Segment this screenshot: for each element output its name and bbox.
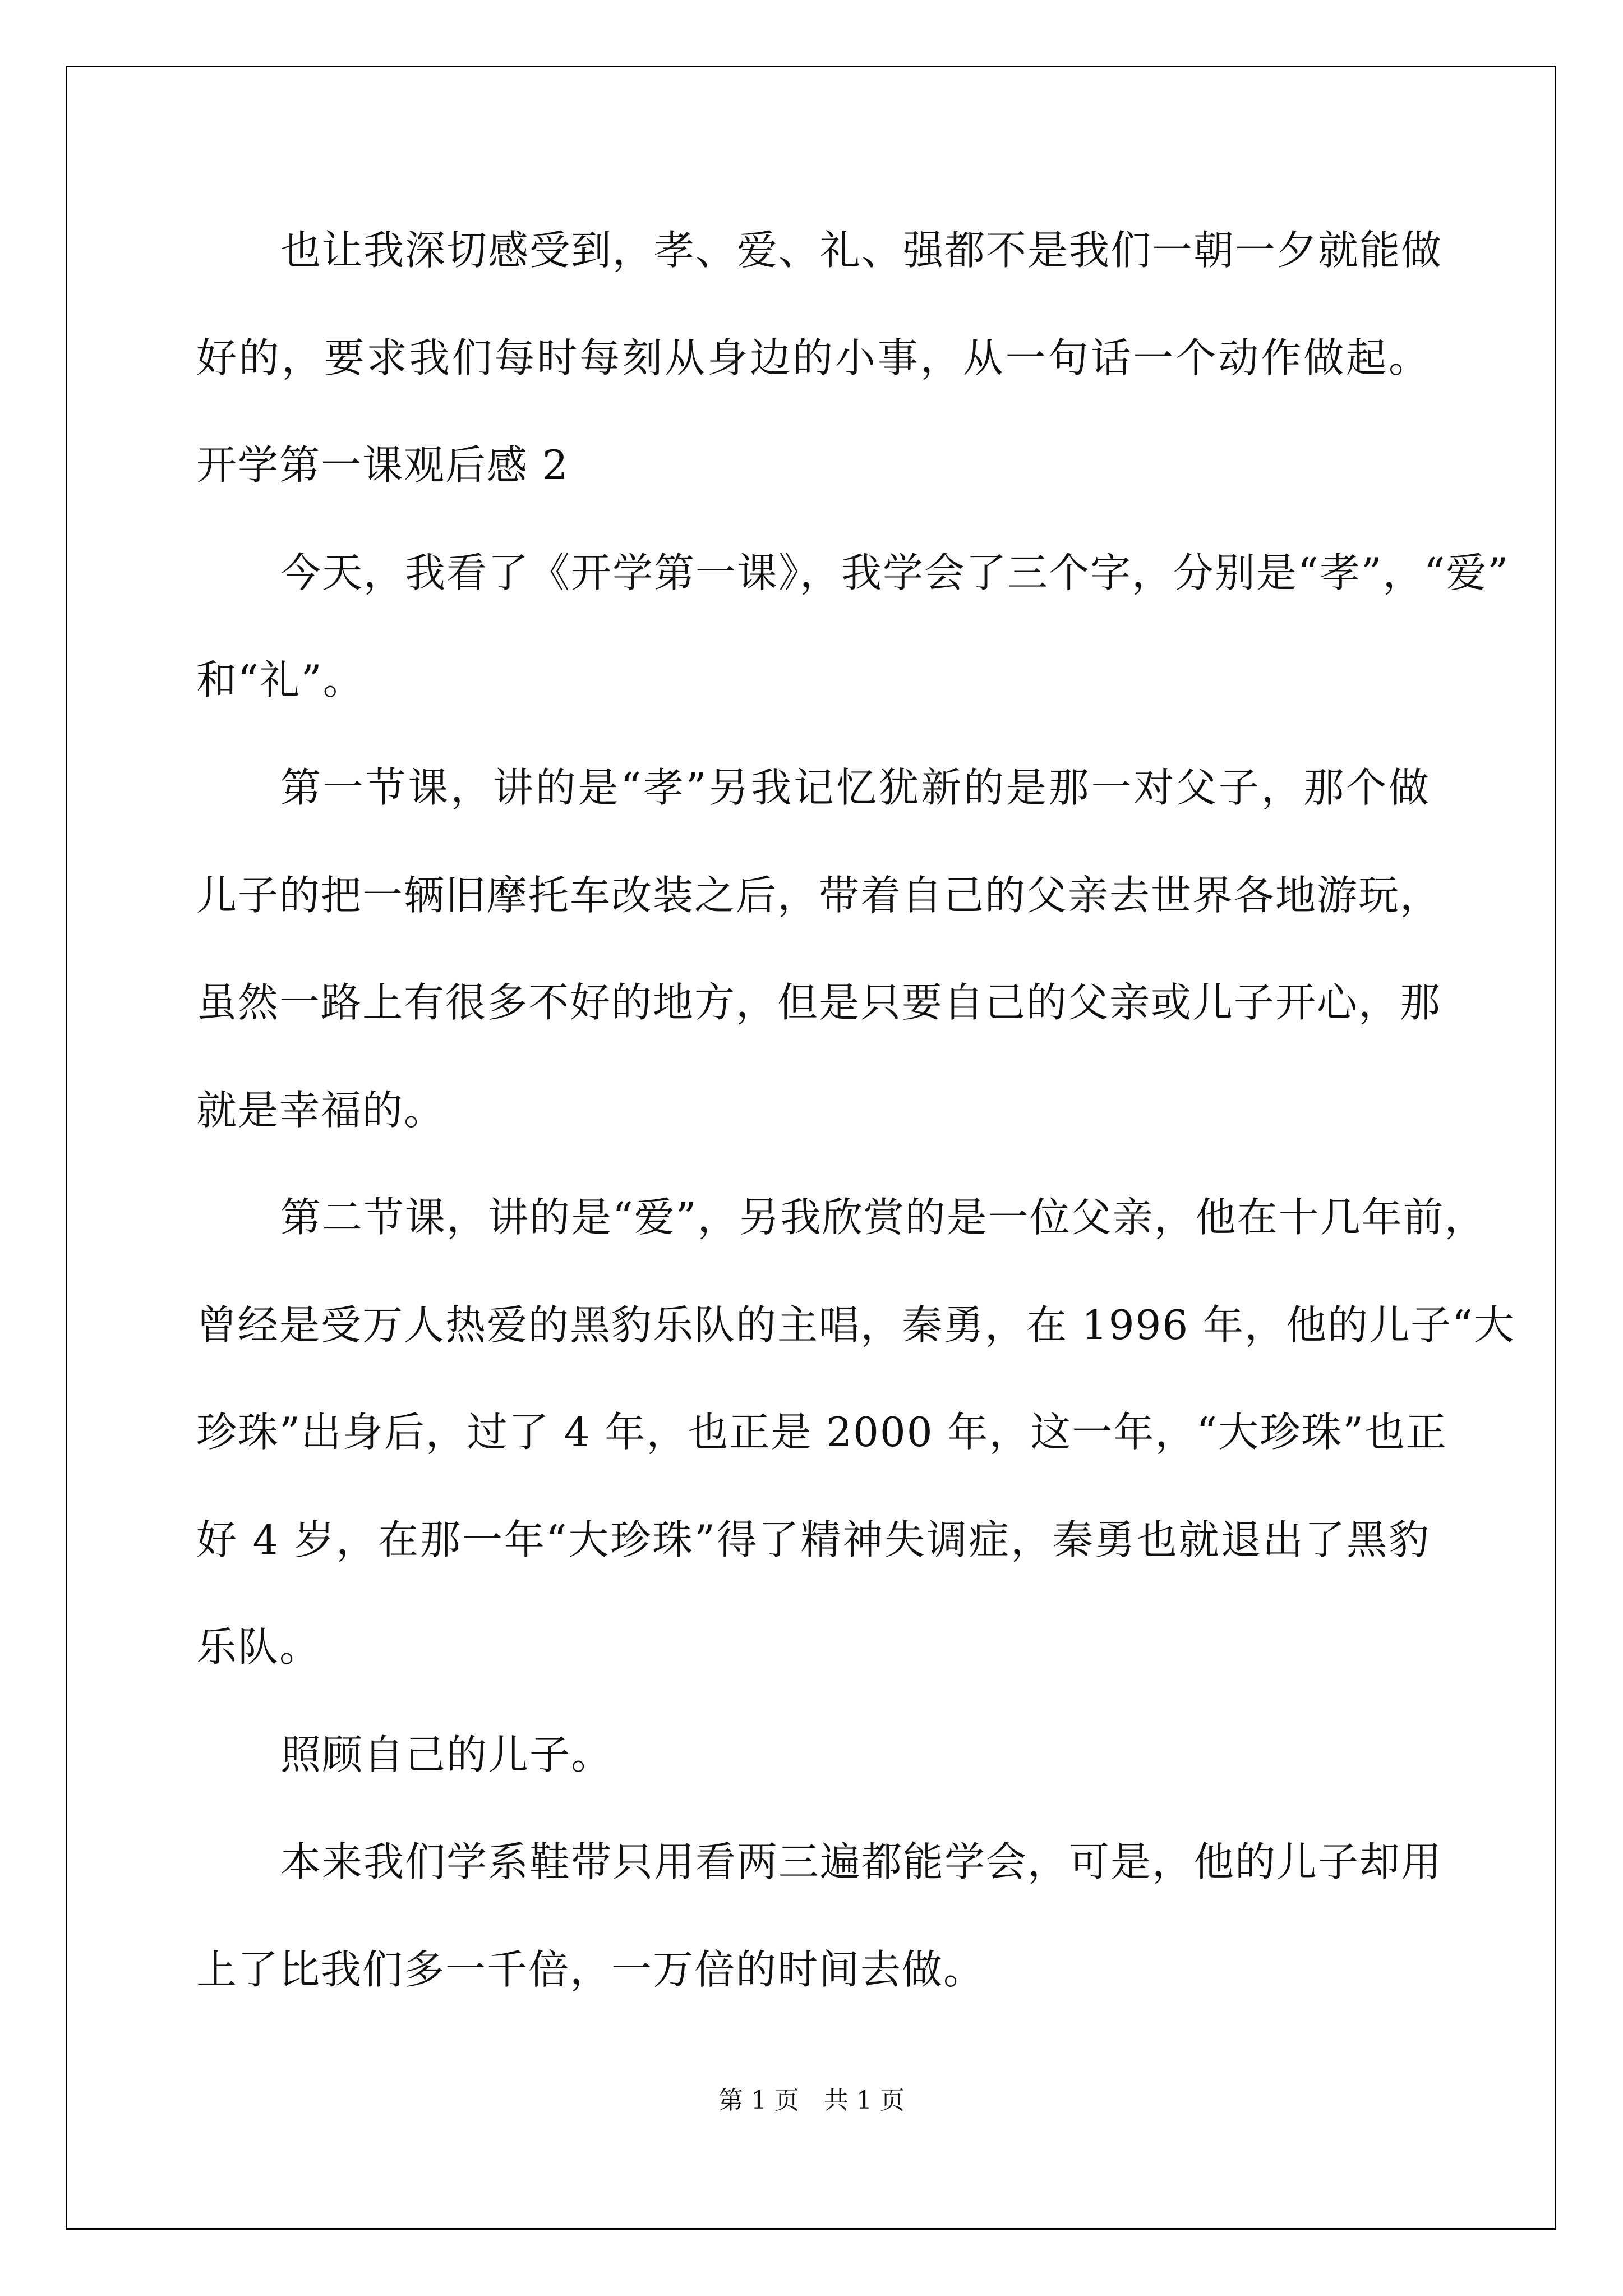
- text-line-5: 和“礼”。: [196, 656, 365, 703]
- page-border: [66, 66, 1556, 2230]
- text-line-10: 第二节课，讲的是“爱”，另我欣赏的是一位父亲，他在十几年前，: [280, 1194, 1486, 1241]
- text-line-17: 上了比我们多一千倍，一万倍的时间去做。: [196, 1946, 985, 1993]
- text-line-16: 本来我们学系鞋带只用看两三遍都能学会，可是，他的儿子却用: [280, 1838, 1443, 1885]
- text-line-14: 乐队。: [196, 1623, 321, 1671]
- text-line-7: 儿子的把一辆旧摩托车改装之后，带着自己的父亲去世界各地游玩，: [196, 872, 1442, 919]
- text-line-1: 也让我深切感受到，孝、爱、礼、强都不是我们一朝一夕就能做: [280, 227, 1443, 274]
- text-line-8: 虽然一路上有很多不好的地方，但是只要自己的父亲或儿子开心，那: [196, 979, 1442, 1026]
- text-line-9: 就是幸福的。: [196, 1087, 446, 1134]
- text-line-15: 照顾自己的儿子。: [280, 1731, 613, 1778]
- text-line-2: 好的，要求我们每时每刻从身边的小事，从一句话一个动作做起。: [196, 334, 1430, 381]
- text-line-11: 曾经是受万人热爱的黑豹乐队的主唱，秦勇，在 1996 年，他的儿子“大: [196, 1301, 1515, 1349]
- text-line-4: 今天，我看了《开学第一课》，我学会了三个字，分别是“孝”，“爱”: [280, 549, 1510, 596]
- section-heading: 开学第一课观后感 2: [196, 441, 569, 489]
- text-line-12: 珍珠”出身后，过了 4 年，也正是 2000 年，这一年，“大珍珠”也正: [196, 1409, 1448, 1456]
- page-footer: 第 1 页 共 1 页: [718, 2086, 905, 2115]
- text-line-13: 好 4 岁，在那一年“大珍珠”得了精神失调症，秦勇也就退出了黑豹: [196, 1516, 1430, 1563]
- text-line-6: 第一节课，讲的是“孝”另我记忆犹新的是那一对父子，那个做: [280, 764, 1430, 811]
